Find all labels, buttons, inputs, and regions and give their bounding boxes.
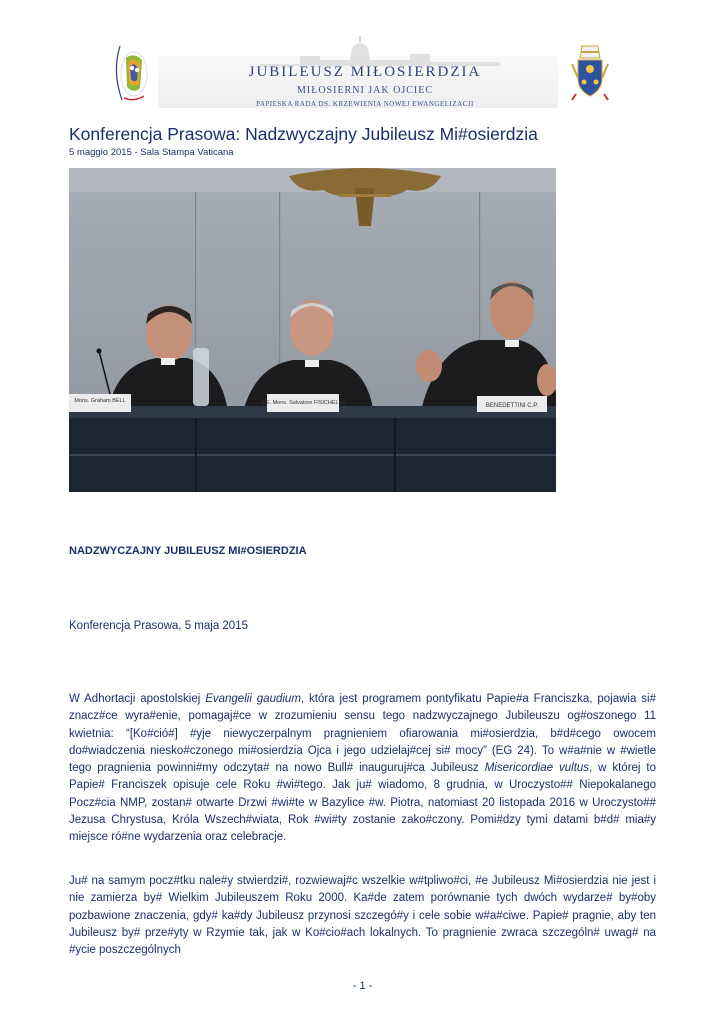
banner-title: JUBILEUSZ MIŁOSIERDZIA	[248, 64, 482, 80]
nameplate-left-text: Mons. Graham BELL	[74, 398, 126, 404]
nameplate-right-text: BENEDETTINI C.P.	[485, 403, 539, 409]
papal-coat-of-arms-icon	[570, 42, 610, 107]
page-number: - 1 -	[352, 980, 373, 992]
rome-skyline-icon	[260, 36, 500, 66]
conference-line: Konferencja Prasowa, 5 maja 2015	[69, 620, 248, 632]
paragraph-2: Ju# na samym pocz#tku nale#y stwierdzi#, rozwiewaj#c wszelkie w#tpliwo#ci, #e Jubileusz Mi#osierdzia nie jest i nie zamierza by# Wielkim Jubileuszem Roku 2000. Ka#de zatem porównanie tych dwóch wydarze# by#oby pozbawione znaczenia, gdy# ka#dy Jubileusz przynosi szczegó#y i cele sobie w#a#ciwe. Papie# pragnie, aby ten Jubileusz by# prze#yty w Rzymie tak, jak w Ko#cio#ach lokalnych. To pragnienie zwraca szczególn# uwag# na #ycie poszczególnych	[69, 875, 656, 957]
paragraph-1-text-c: , w której to Papie# Franciszek opisuje cele Roku #wi#tego. Jak ju# wiadomo, 8 grudnia, w Uroczysto## Niepokalanego Pocz#cia NMP, zostan# otwarte Drzwi #wi#te w Bazylice #w. Piotra, natomiast 20 listopada 2016 w Uroczysto## Jezusa Chrystusa, Króla Wszech#wiata, Rok #wi#ty zostanie zako#czony. Pomi#dzy tymi datami b#d# mia#y miejsce ró#ne wydarzenia oraz celebracje.	[69, 762, 656, 844]
page-title: Konferencja Prasowa: Nadzwyczajny Jubileusz Mi#osierdzia	[69, 124, 538, 144]
nameplate-center-text: S.E. Mons. Salvatore FISICHELLA	[260, 400, 346, 406]
page-subtitle: 5 maggio 2015 - Sala Stampa Vaticana	[69, 147, 234, 158]
section-heading: NADZWYCZAJNY JUBILEUSZ MI#OSIERDZIA	[69, 545, 307, 557]
paragraph-1-italic-evangelii: Evangelii gaudium	[205, 693, 301, 705]
paragraph-1	[69, 691, 656, 847]
banner-council: PAPIESKA RADA DS. KRZEWIENIA NOWEJ EWANGELIZACJI	[256, 100, 474, 108]
paragraph-1-text-a: W Adhortacji apostolskiej	[69, 693, 206, 705]
paragraph-1-text-b: , która jest programem pontyfikatu Papie#a Franciszka, pojawia si# znacz#ce wyra#enie, pomagaj#ce w zrozumieniu sensu tego nadzwyczajnego Jubileuszu og#oszonego 11 kwietnia: “[Ko#ció#] #yje niewyczerpalnym pragnieniem ofiarowania mi#osierdzia, b#d#cego owocem do#wiadczenia niesko#czonego mi#osierdzia Ojca i jego udzielaj#cej si# mocy” (EG 24). To w#a#nie w #wietle tego pragnienia powinni#my odczyta# na nowo Bull# inauguruj#ca Jubileusz	[69, 693, 656, 775]
press-conference-photo	[69, 168, 556, 492]
banner-subtitle: MIŁOSIERNI JAK OJCIEC	[297, 85, 433, 96]
header-banner	[110, 36, 620, 112]
paragraph-1-italic-misericordiae: Misericordiae vultus	[484, 762, 590, 775]
